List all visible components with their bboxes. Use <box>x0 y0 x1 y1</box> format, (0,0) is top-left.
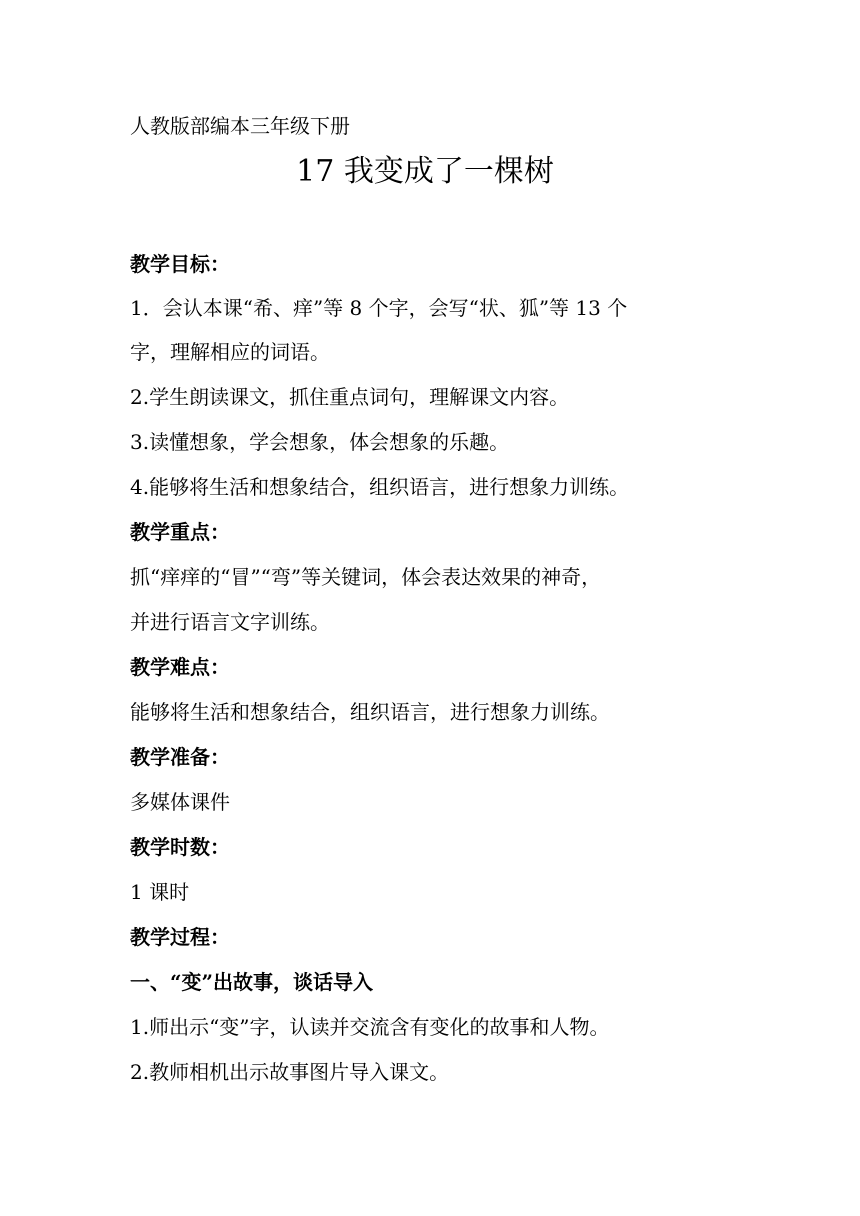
preparation-text: 多媒体课件 <box>130 790 230 814</box>
objective-item-1-line-1: 1．会认本课“希、痒”等 8 个字，会写“状、狐”等 13 个 <box>130 296 628 320</box>
objectives-heading: 教学目标： <box>130 252 230 276</box>
objective-item-2: 2.学生朗读课文，抓住重点词句，理解课文内容。 <box>130 385 570 409</box>
process-section-1-heading: 一、“变”出故事，谈话导入 <box>130 970 374 994</box>
process-step-2: 2.教师相机出示故事图片导入课文。 <box>130 1060 450 1084</box>
periods-heading: 教学时数： <box>130 835 230 859</box>
objective-item-3: 3.读懂想象，学会想象，体会想象的乐趣。 <box>130 430 510 454</box>
process-heading: 教学过程： <box>130 925 230 949</box>
lesson-title: 17 我变成了一棵树 <box>296 154 554 189</box>
objective-item-1-line-2: 字，理解相应的词语。 <box>130 340 330 364</box>
key-points-line-1: 抓“痒痒的“冒”“弯”等关键词，体会表达效果的神奇， <box>130 565 602 589</box>
key-points-line-2: 并进行语言文字训练。 <box>130 610 330 634</box>
preparation-heading: 教学准备： <box>130 745 230 769</box>
process-step-1: 1.师出示“变”字，认读并交流含有变化的故事和人物。 <box>130 1015 610 1039</box>
edition-label: 人教版部编本三年级下册 <box>130 114 350 138</box>
difficulties-text: 能够将生活和想象结合，组织语言，进行想象力训练。 <box>130 700 610 724</box>
key-points-heading: 教学重点： <box>130 520 230 544</box>
objective-item-4: 4.能够将生活和想象结合，组织语言，进行想象力训练。 <box>130 475 630 499</box>
periods-text: 1 课时 <box>130 880 190 904</box>
difficulties-heading: 教学难点： <box>130 655 230 679</box>
